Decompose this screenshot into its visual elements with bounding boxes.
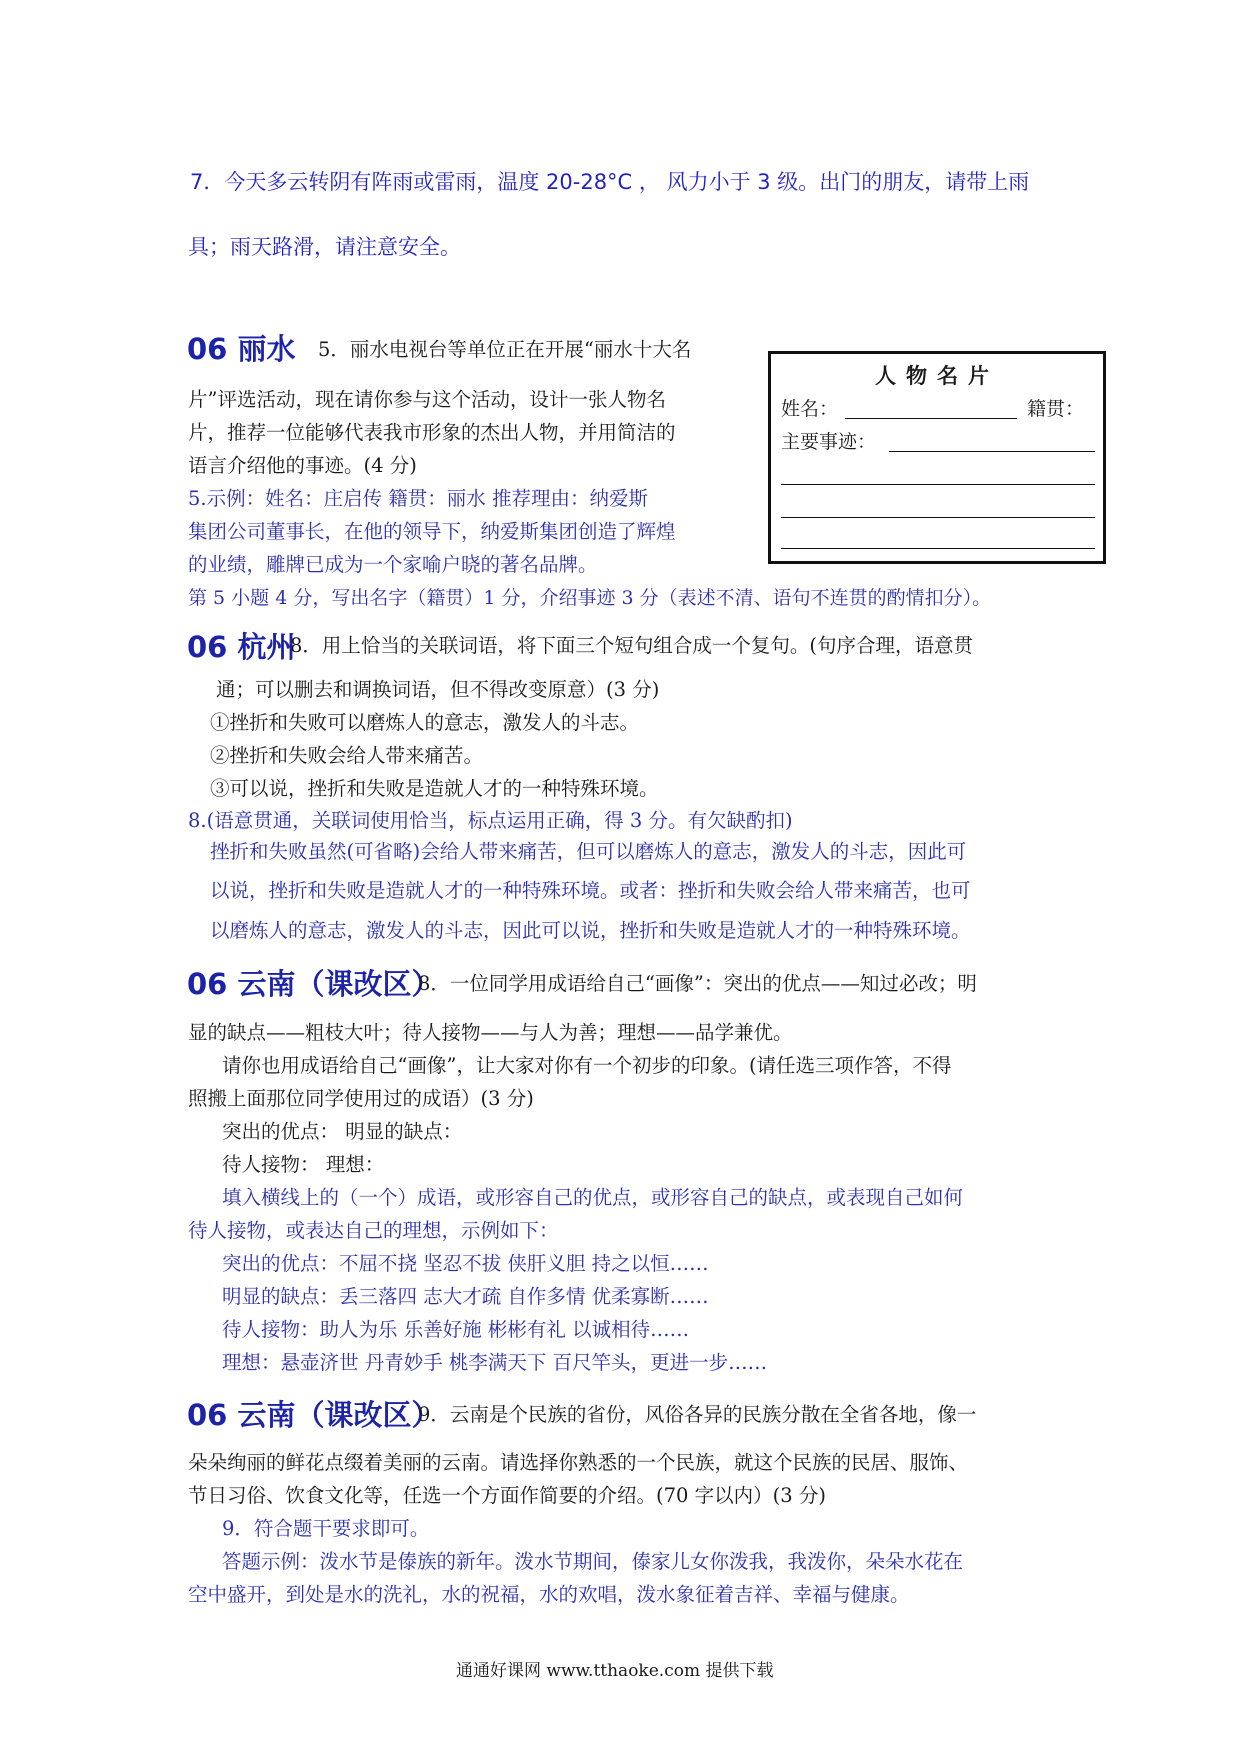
- yunnan8-example-weaknesses: 明显的缺点：丢三落四 志大才疏 自作多情 优柔寡断……: [222, 1285, 709, 1308]
- section-tag-yunnan-8: 06 云南（课改区）: [187, 967, 441, 1001]
- hangzhou-answer-line1: 挫折和失败虽然(可省略)会给人带来痛苦，但可以磨炼人的意志，激发人的斗志，因此可: [210, 840, 967, 863]
- lishui-answer-line3: 的业绩，雕牌已成为一个家喻户晓的著名品牌。: [188, 553, 598, 576]
- yunnan9-answer-line2: 空中盛开，到处是水的洗礼，水的祝福，水的欢唱，泼水象征着吉祥、幸福与健康。: [188, 1583, 910, 1606]
- yunnan9-question-line3: 节日习俗、饮食文化等，任选一个方面作简要的介绍。(70 字以内）(3 分): [188, 1484, 826, 1507]
- hangzhou-answer-line2: 以说，挫折和失败是造就人才的一种特殊环境。或者：挫折和失败会给人带来痛苦，也可: [210, 879, 971, 902]
- lishui-answer-line1: 5.示例：姓名：庄启传 籍贯：丽水 推荐理由：纳爱斯: [188, 487, 649, 510]
- yunnan9-question-line2: 朵朵绚丽的鲜花点缀着美丽的云南。请选择你熟悉的一个民族，就这个民族的民居、服饰、: [188, 1451, 969, 1474]
- lishui-question-line1: 5．丽水电视台等单位正在开展“丽水十大名: [318, 338, 692, 361]
- lishui-question-line2: 片”评选活动，现在请你参与这个活动，设计一张人物名: [188, 388, 666, 411]
- yunnan8-example-ideals: 理想：悬壶济世 丹青妙手 桃李满天下 百尺竿头，更进一步……: [222, 1351, 768, 1374]
- yunnan8-example-manners: 待人接物：助人为乐 乐善好施 彬彬有礼 以诚相待……: [222, 1318, 690, 1341]
- section-tag-yunnan-9: 06 云南（课改区）: [187, 1398, 441, 1432]
- card-deeds-blank-2: [781, 484, 1095, 485]
- item7-line2: 具；雨天路滑，请注意安全。: [188, 235, 461, 259]
- item7-line1: 7．今天多云转阴有阵雨或雷雨，温度 20-28°C ， 风力小于 3 级。出门的朋友，请带上雨: [190, 170, 1030, 194]
- card-deeds-blank-3: [781, 517, 1095, 518]
- yunnan8-answer-line2: 待人接物，或表达自己的理想，示例如下：: [188, 1219, 559, 1242]
- yunnan8-question-line3: 请你也用成语给自己“画像”，让大家对你有一个初步的印象。(请任选三项作答，不得: [222, 1054, 952, 1077]
- hangzhou-question-line2: 通；可以删去和调换词语，但不得改变原意）(3 分): [216, 678, 660, 701]
- card-origin-label: 籍贯：: [1027, 398, 1085, 420]
- hangzhou-question-line1: 8．用上恰当的关联词语，将下面三个短句组合成一个复句。(句序合理，语意贯: [290, 634, 974, 657]
- person-card-title: 人物名片: [875, 363, 999, 388]
- yunnan8-question-line1: 8．一位同学用成语给自己“画像”：突出的优点——知过必改；明: [418, 972, 977, 995]
- yunnan8-example-strengths: 突出的优点：不屈不挠 坚忍不拔 侠肝义胆 持之以恒……: [222, 1252, 709, 1275]
- lishui-question-line3: 片，推荐一位能够代表我市形象的杰出人物，并用简洁的: [188, 421, 676, 444]
- card-deeds-blank-4: [781, 548, 1095, 549]
- section-tag-hangzhou: 06 杭州: [187, 630, 296, 664]
- yunnan9-answer-note: 9．符合题干要求即可。: [222, 1517, 430, 1540]
- section-tag-lishui: 06 丽水: [187, 332, 296, 366]
- lishui-question-line4: 语言介绍他的事迹。(4 分): [188, 454, 417, 477]
- card-deeds-label: 主要事迹：: [781, 431, 877, 453]
- yunnan8-question-line4: 照搬上面那位同学使用过的成语）(3 分): [188, 1087, 534, 1110]
- hangzhou-answer-line3: 以磨炼人的意志，激发人的斗志，因此可以说，挫折和失败是造就人才的一种特殊环境。: [210, 919, 971, 942]
- card-name-label: 姓名：: [781, 398, 839, 420]
- hangzhou-sentence-2: ②挫折和失败会给人带来痛苦。: [210, 744, 484, 767]
- hangzhou-answer-note: 8.(语意贯通，关联词使用恰当，标点运用正确，得 3 分。有欠缺酌扣): [188, 809, 793, 832]
- page-footer: 通通好课网 www.tthaoke.com 提供下载: [456, 1661, 774, 1681]
- yunnan8-question-line2: 显的缺点——粗枝大叶；待人接物——与人为善；理想——品学兼优。: [188, 1021, 793, 1044]
- person-card: [768, 351, 1106, 564]
- hangzhou-sentence-1: ①挫折和失败可以磨炼人的意志，激发人的斗志。: [210, 711, 640, 734]
- yunnan8-fill-line2: 待人接物： 理想：: [222, 1153, 385, 1176]
- yunnan9-question-line1: 9．云南是个民族的省份，风俗各异的民族分散在全省各地，像一: [418, 1403, 977, 1426]
- card-name-blank: [845, 418, 1017, 419]
- yunnan8-fill-line1: 突出的优点： 明显的缺点：: [222, 1120, 463, 1143]
- lishui-scoring-note: 第 5 小题 4 分，写出名字（籍贯）1 分，介绍事迹 3 分（表述不清、语句不连贯的酌情扣分）。: [188, 587, 992, 609]
- yunnan9-answer-line1: 答题示例：泼水节是傣族的新年。泼水节期间，傣家儿女你泼我，我泼你，朵朵水花在: [222, 1550, 964, 1573]
- hangzhou-sentence-3: ③可以说，挫折和失败是造就人才的一种特殊环境。: [210, 777, 659, 800]
- lishui-answer-line2: 集团公司董事长，在他的领导下，纳爱斯集团创造了辉煌: [188, 520, 676, 543]
- card-deeds-blank-1: [889, 451, 1095, 452]
- yunnan8-answer-line1: 填入横线上的（一个）成语，或形容自己的优点，或形容自己的缺点，或表现自己如何: [222, 1186, 964, 1209]
